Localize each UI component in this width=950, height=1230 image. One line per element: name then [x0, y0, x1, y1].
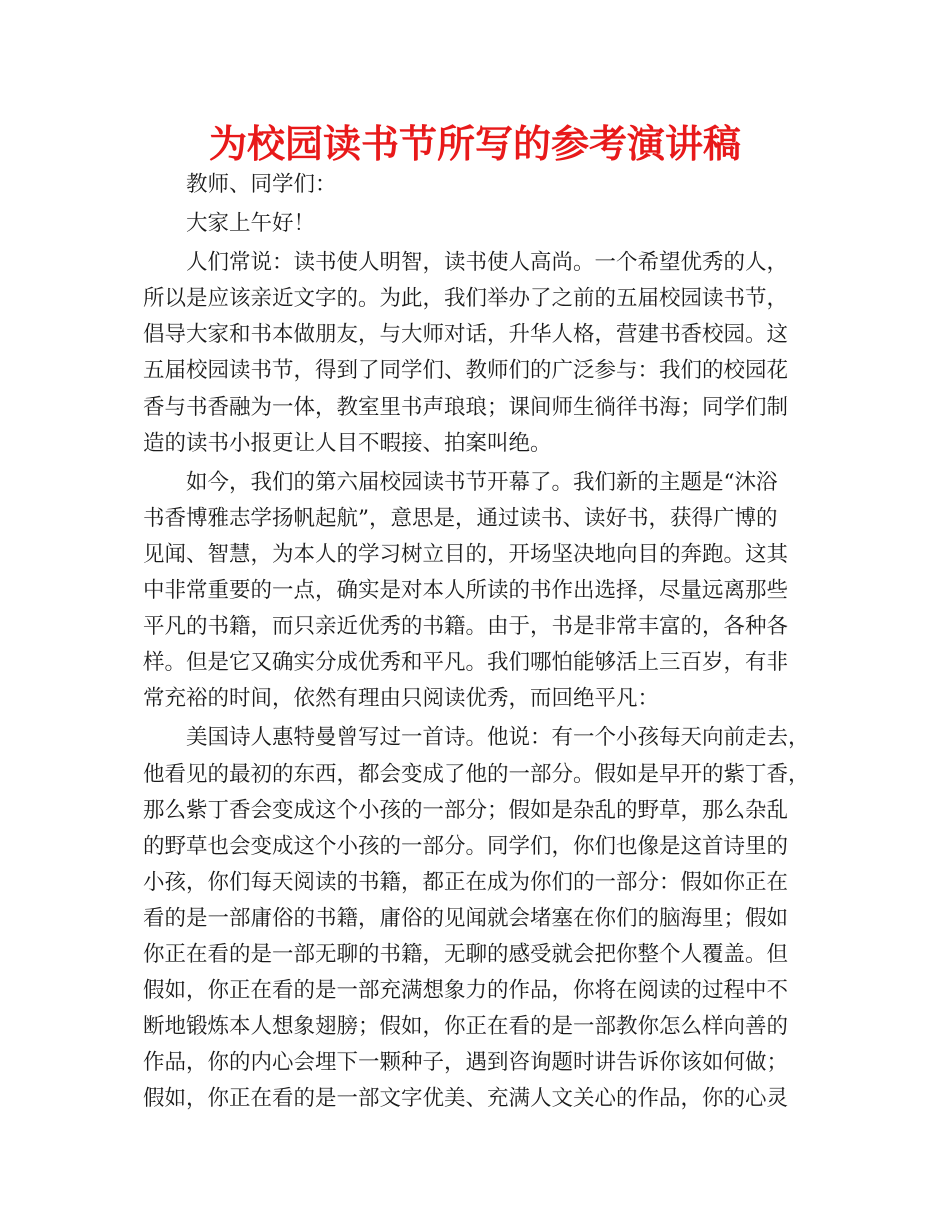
paragraph-line: 的野草也会变成这个小孩的一部分。同学们，你们也像是这首诗里的 — [143, 833, 789, 859]
paragraph-line: 常充裕的时间，依然有理由只阅读优秀，而回绝平凡： — [143, 686, 660, 712]
paragraph-line: 五届校园读书节，得到了同学们、教师们的广泛参与：我们的校园花 — [143, 358, 789, 384]
paragraph-line: 断地锻炼本人想象翅膀；假如，你正在看的是一部教你怎么样向善的 — [143, 1014, 789, 1040]
paragraph-line: 假如，你正在看的是一部充满想象力的作品，你将在阅读的过程中不 — [143, 978, 789, 1004]
paragraph-line: 假如，你正在看的是一部文字优美、充满人文关心的作品，你的心灵 — [143, 1086, 789, 1112]
document-body — [143, 167, 833, 1117]
salutation-line: 教师、同学们： — [186, 172, 337, 197]
paragraph-line: 小孩，你们每天阅读的书籍，都正在成为你们的一部分：假如你正在 — [143, 869, 789, 895]
paragraph-line: 书香博雅志学扬帆起航”，意思是，通过读书、读好书，获得广博的 — [143, 505, 778, 531]
paragraph-line: 人们常说：读书使人明智，读书使人高尚。一个希望优秀的人， — [186, 250, 789, 276]
paragraph-line: 香与书香融为一体，教室里书声琅琅；课间师生徜徉书海；同学们制 — [143, 394, 789, 420]
paragraph-line: 如今，我们的第六届校园读书节开幕了。我们新的主题是“沐浴 — [186, 469, 778, 495]
paragraph-line: 他看见的最初的东西，都会变成了他的一部分。假如是早开的紫丁香， — [143, 761, 810, 787]
paragraph-line: 作品，你的内心会埋下一颗种子，遇到咨询题时讲告诉你该如何做； — [143, 1050, 789, 1076]
paragraph-line: 那么紫丁香会变成这个小孩的一部分；假如是杂乱的野草，那么杂乱 — [143, 797, 789, 823]
document-title: 为校园读书节所写的参考演讲稿 — [208, 122, 741, 166]
paragraph-line: 看的是一部庸俗的书籍，庸俗的见闻就会堵塞在你们的脑海里；假如 — [143, 905, 789, 931]
paragraph-line: 倡导大家和书本做朋友，与大师对话，升华人格，营建书香校园。这 — [143, 322, 789, 348]
paragraph-line: 造的读书小报更让人目不暇接、拍案叫绝。 — [143, 430, 552, 456]
greeting-line: 大家上午好！ — [186, 211, 316, 237]
paragraph-line: 平凡的书籍，而只亲近优秀的书籍。由于，书是非常丰富的，各种各 — [143, 614, 789, 640]
paragraph-line: 见闻、智慧，为本人的学习树立目的，开场坚决地向目的奔跑。这其 — [143, 541, 789, 567]
paragraph-line: 所以是应该亲近文字的。为此，我们举办了之前的五届校园读书节， — [143, 286, 789, 312]
paragraph-line: 美国诗人惠特曼曾写过一首诗。他说：有一个小孩每天向前走去， — [186, 725, 810, 751]
paragraph-line: 中非常重要的一点，确实是对本人所读的书作出选择，尽量远离那些 — [143, 578, 789, 604]
paragraph-line: 你正在看的是一部无聊的书籍，无聊的感受就会把你整个人覆盖。但 — [143, 941, 789, 967]
paragraph-line: 样。但是它又确实分成优秀和平凡。我们哪怕能够活上三百岁，有非 — [143, 650, 789, 676]
